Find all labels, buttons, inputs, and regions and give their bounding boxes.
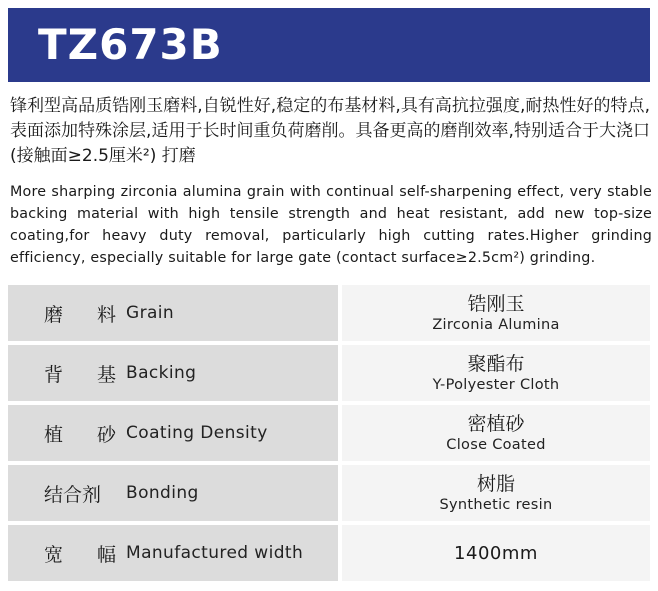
spec-row-grain: [8, 285, 650, 341]
spec-label-cell: [8, 465, 338, 521]
spec-value-cell: [342, 345, 650, 401]
spec-label-cell: [8, 345, 338, 401]
spec-row-backing: [8, 345, 650, 401]
spec-label-cn-char: 料: [96, 303, 116, 326]
spec-label-en: Manufactured width: [126, 543, 304, 563]
spec-label-cell: [8, 525, 338, 581]
product-title: TZ673B: [38, 20, 223, 69]
spec-value-en: Synthetic resin: [439, 497, 553, 513]
spec-label-cn: [44, 360, 116, 387]
spec-label-en: Coating Density: [126, 423, 268, 443]
spec-value: 1400mm: [454, 542, 538, 564]
spec-label-cn-char: 植: [44, 423, 64, 446]
spec-value-cell: [342, 405, 650, 461]
spec-table: [8, 285, 650, 585]
spec-label-cn: [44, 540, 116, 567]
spec-label-en: Grain: [126, 303, 175, 323]
spec-value-cell: [342, 525, 650, 581]
spec-value-cn: 锆刚玉: [467, 293, 525, 315]
spec-label-cn-text: 结合剂: [44, 483, 102, 506]
spec-label-cn: [44, 480, 116, 507]
spec-value-cell: [342, 285, 650, 341]
spec-label-cn-char: 幅: [96, 543, 116, 566]
description-english: More sharping zirconia alumina grain with continual self-sharpening effect, very stable backing material with high tensile strength and heat resistant, add new top-size coating,for heavy duty removal, particularly high cutting rates.Higher grinding efficiency, especially suitable for large gate (contact surface≥2.5cm²) grinding.: [10, 184, 652, 266]
spec-value-cn: 聚酯布: [467, 353, 525, 375]
spec-label-cell: [8, 405, 338, 461]
spec-row-width: [8, 525, 650, 581]
spec-label-cn: [44, 420, 116, 447]
spec-value-cn: 密植砂: [467, 413, 525, 435]
spec-label-cn-char: 背: [44, 363, 64, 386]
spec-value-en: Y-Polyester Cloth: [432, 377, 560, 393]
spec-row-coating-density: [8, 405, 650, 461]
spec-value-cn: 树脂: [476, 473, 515, 495]
spec-row-bonding: [8, 465, 650, 521]
spec-label-en: Backing: [126, 363, 197, 383]
spec-value-en: Zirconia Alumina: [432, 317, 560, 333]
spec-label-cn-char: 基: [96, 363, 116, 386]
spec-label-cn-char: 砂: [96, 423, 116, 446]
spec-label-cn: [44, 300, 116, 327]
spec-label-en: Bonding: [126, 483, 199, 503]
title-banner: [8, 8, 650, 82]
spec-label-cn-char: 磨: [44, 303, 64, 326]
spec-value-en: Close Coated: [446, 437, 546, 453]
description-chinese: 锋利型高品质锆刚玉磨料,自锐性好,稳定的布基材料,具有高抗拉强度,耐热性好的特点,表面添加特殊涂层,适用于长时间重负荷磨削。具备更高的磨削效率,特别适合于大浇口(接触面≥2.5厘米²) 打磨: [10, 96, 650, 166]
spec-value-cell: [342, 465, 650, 521]
spec-label-cell: [8, 285, 338, 341]
spec-label-cn-char: 宽: [44, 543, 64, 566]
